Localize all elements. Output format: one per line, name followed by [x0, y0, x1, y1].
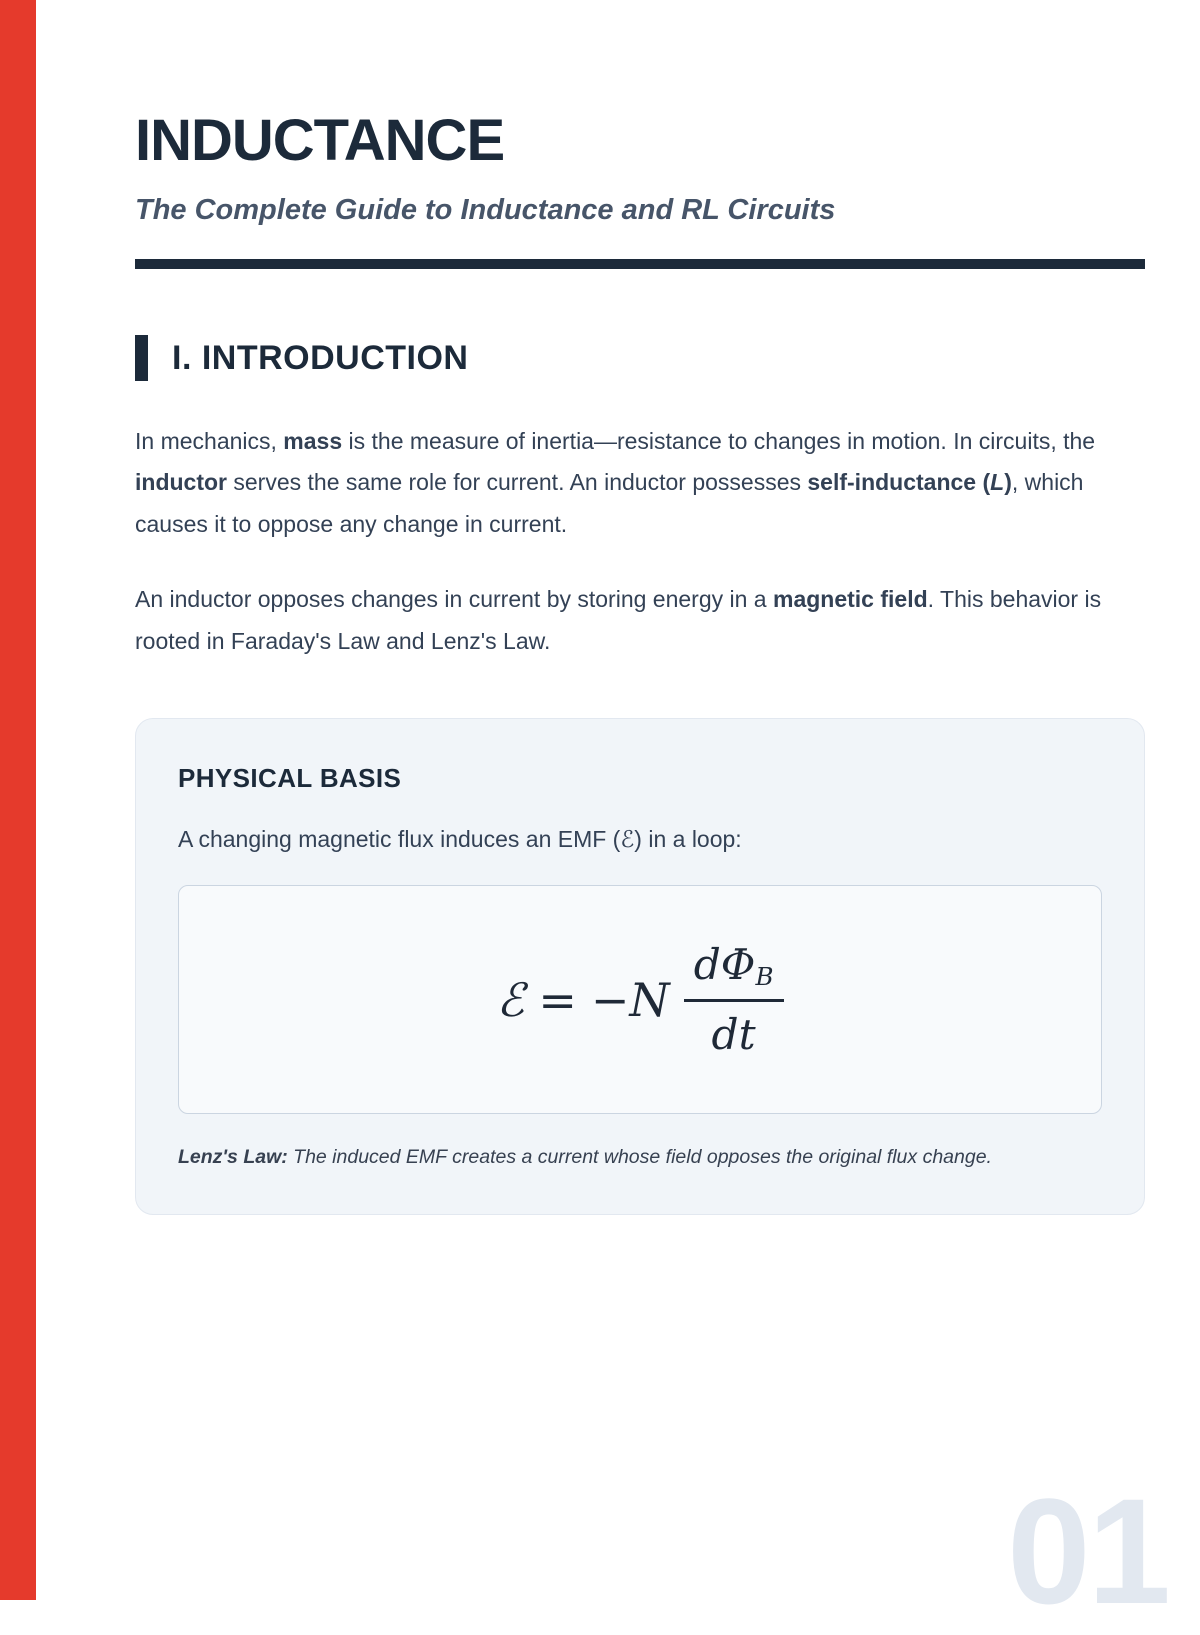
heading-accent-bar — [135, 335, 148, 381]
page-subtitle: The Complete Guide to Inductance and RL Circuits — [135, 194, 836, 226]
section-heading-text: I. INTRODUCTION — [172, 338, 469, 377]
faraday-law-formula — [199, 940, 1081, 1059]
formula-box — [178, 885, 1102, 1114]
physical-basis-card — [135, 718, 1145, 1215]
page-title: INDUCTANCE — [135, 108, 505, 173]
section-heading-introduction — [135, 335, 1145, 381]
formula-emf-symbol: ℰ — [496, 972, 525, 1027]
left-accent-stripe — [0, 0, 36, 1600]
formula-fraction — [684, 940, 784, 1059]
lenz-law-note: Lenz's Law: The induced EMF creates a current whose field opposes the original flux change. — [178, 1146, 992, 1169]
intro-paragraph-2: An inductor opposes changes in current by storing energy in a magnetic field. This behavior is rooted in Faraday's Law and Lenz's Law. — [135, 586, 1102, 654]
formula-denominator: dt — [711, 1010, 756, 1060]
formula-equals: = — [538, 972, 577, 1027]
document-page — [135, 0, 1145, 1215]
card-lead-text: A changing magnetic flux induces an EMF (ℰ) in a loop: — [178, 825, 742, 853]
formula-numerator-subscript: B — [755, 962, 774, 992]
page-number: 01 — [1007, 1467, 1168, 1635]
formula-minus-n: −N — [590, 972, 670, 1027]
formula-numerator: $d\Phi_B$ — [684, 940, 784, 1002]
intro-paragraph-1: In mechanics, mass is the measure of inertia—resistance to changes in motion. In circuits, the inductor serves the same role for current. An inductor possesses self-inductance (L), which causes it to oppose any change in current. — [135, 428, 1096, 537]
title-divider — [135, 259, 1145, 269]
card-heading: PHYSICAL BASIS — [178, 762, 402, 793]
